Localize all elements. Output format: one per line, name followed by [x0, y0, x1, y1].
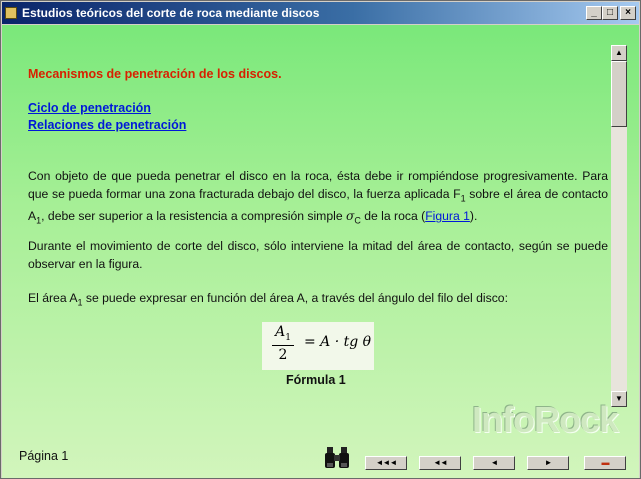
- vertical-scrollbar[interactable]: [611, 45, 627, 407]
- formula-rhs: = A · tg θ: [304, 334, 372, 350]
- content-area: [2, 25, 639, 478]
- scroll-up-button[interactable]: ▲: [611, 45, 627, 61]
- paragraph-3: El área $A_1$ se puede expresar en función del área A, a través del ángulo del filo del disco:: [28, 291, 508, 308]
- link-ciclo-penetracion[interactable]: Ciclo de penetración: [28, 101, 151, 115]
- nav-previous-button[interactable]: ◄: [473, 456, 515, 470]
- paragraph-1: Con objeto de que pueda penetrar el disco en la roca, ésta debe ir rompiéndose progresivamente. Para que se pueda formar una zona fracturada debajo del disco, la fuerza aplicada $F_1$ sobre el área de contacto $A_1$, debe ser superior a la resistencia a compresión simple $\sigma_C$ de la roca (Figura 1).: [28, 169, 608, 226]
- nav-exit-button[interactable]: ▬: [584, 456, 626, 470]
- formula-caption: Fórmula 1: [286, 373, 346, 387]
- nav-first-button[interactable]: ◄◄◄: [365, 456, 407, 470]
- paragraph-2: Durante el movimiento de corte del disco, sólo interviene la mitad del área de contacto, según se puede observar en la figura.: [28, 239, 608, 271]
- scroll-down-button[interactable]: ▼: [611, 391, 627, 407]
- nav-back-fast-button[interactable]: ◄◄: [419, 456, 461, 470]
- binoculars-icon[interactable]: [324, 445, 350, 471]
- formula-fraction: $\frac{A_1}{2}$: [272, 323, 294, 364]
- page-number-label: Página 1: [19, 449, 69, 463]
- nav-next-button[interactable]: ►: [527, 456, 569, 470]
- minimize-button[interactable]: _: [586, 6, 602, 20]
- scroll-thumb[interactable]: [611, 61, 627, 127]
- link-relaciones-penetracion[interactable]: Relaciones de penetración: [28, 118, 187, 132]
- app-icon: [5, 7, 17, 19]
- link-figura-1[interactable]: Figura 1: [425, 209, 470, 224]
- section-heading: Mecanismos de penetración de los discos.: [28, 67, 282, 81]
- close-button[interactable]: ×: [620, 6, 636, 20]
- inforock-watermark: InfoRock: [472, 399, 619, 440]
- maximize-button[interactable]: □: [602, 6, 618, 20]
- title-bar[interactable]: [2, 2, 639, 24]
- window-title: Estudios teóricos del corte de roca mediante discos: [22, 6, 320, 20]
